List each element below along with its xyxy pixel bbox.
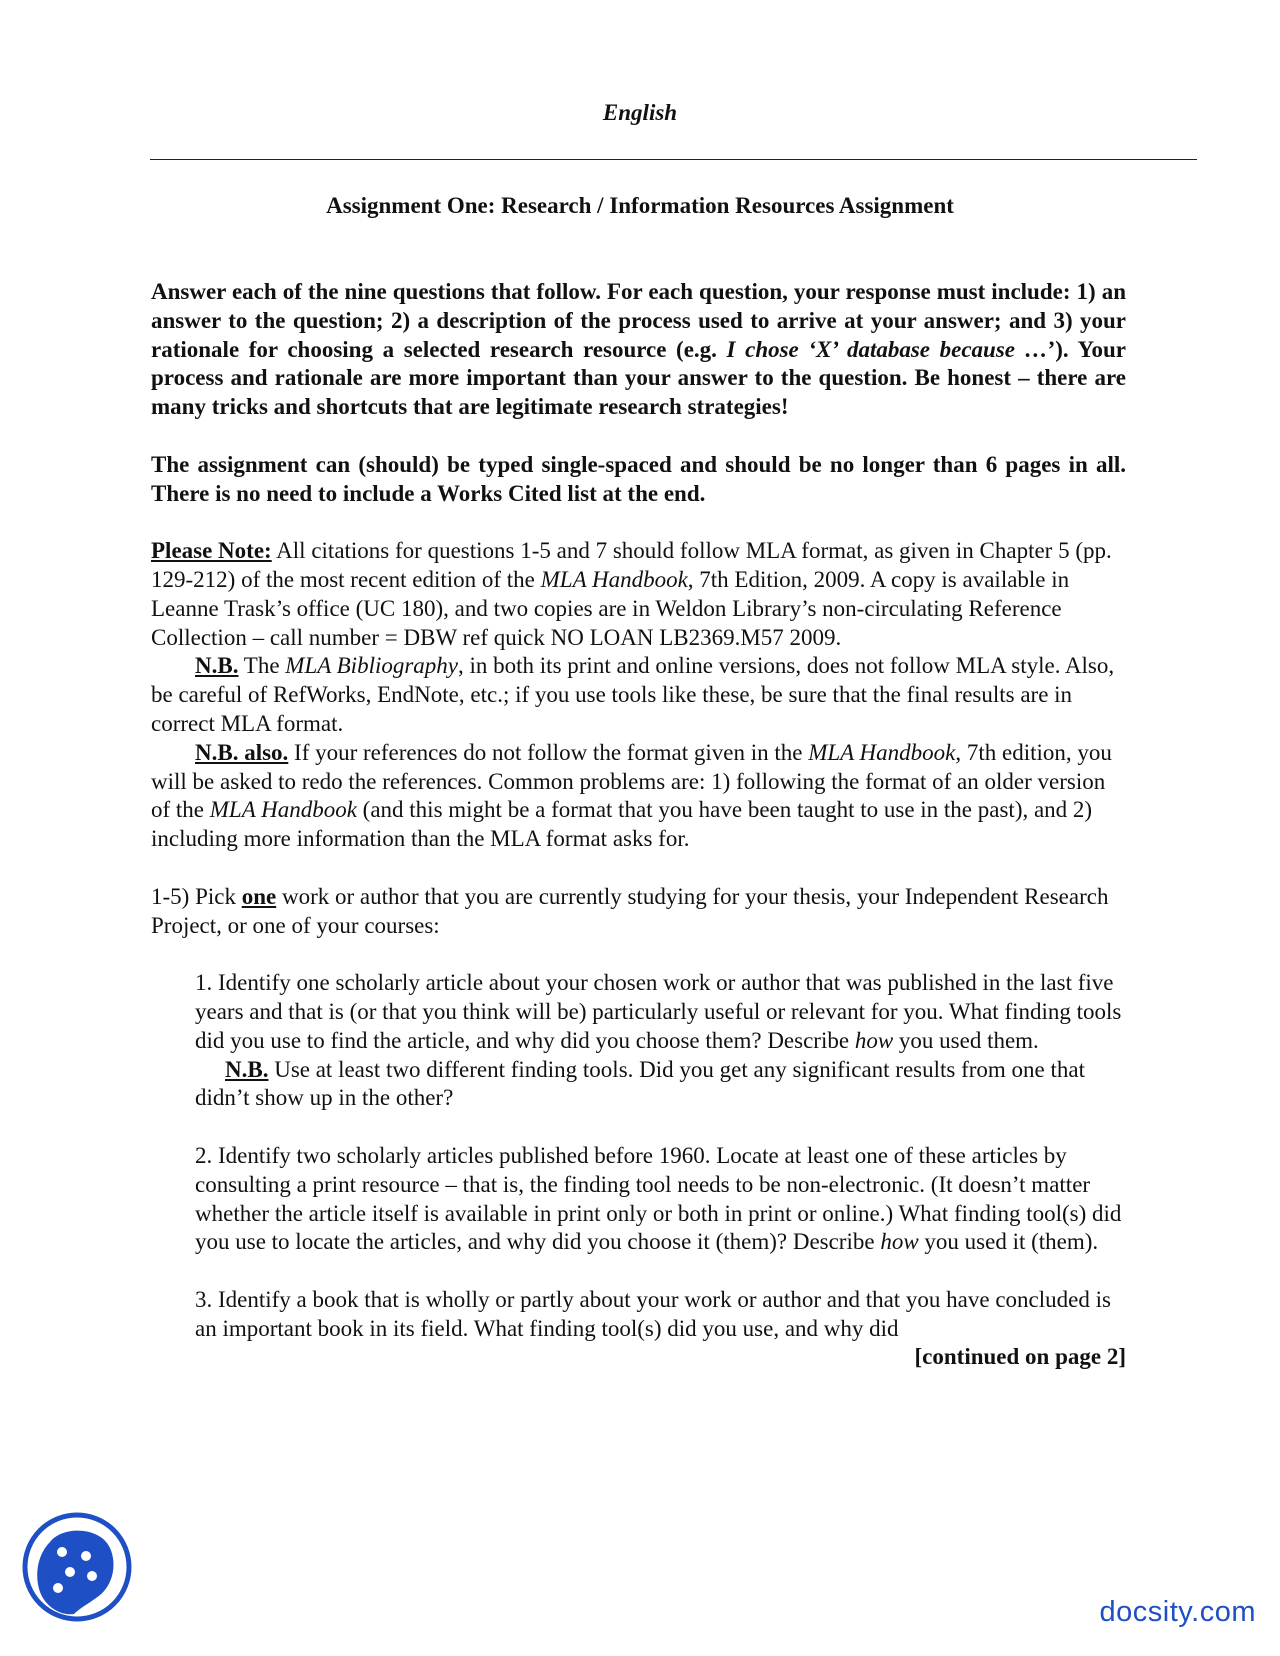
question-1: 1. Identify one scholarly article about your chosen work or author that was published in the last five years and that is (or that you think will be) particularly useful or relevant for you. What finding tools did you use to find the article, and why did you choose them? Describe how you used them. (195, 970, 1122, 1053)
docsity-logo-icon[interactable] (22, 1512, 132, 1622)
question-1-nb: N.B. Use at least two different finding tools. Did you get any significant results from one that didn’t show up in the other? (195, 1056, 1085, 1111)
question-2: 2. Identify two scholarly articles published before 1960. Locate at least one of these articles by consulting a print resource – that is, the finding tool needs to be non-electronic. (It doesn’t matter whether the article itself is available in print only or both in print or online.) What finding tool(s) did you use to locate the articles, and why did you choose it (them)? Describe how you used it (them). (195, 1142, 1122, 1255)
document-title: Assignment One: Research / Information Resources Assignment (326, 193, 954, 218)
page-header: English (602, 100, 678, 125)
intro-paragraph: Answer each of the nine questions that follow. For each question, your response must include: 1) an answer to the question; 2) a description of the process used to arrive at your answer; and 3) your rationale for choosing a selected research resource (e.g. I chose ‘X’ database because …’). Your process and rationale are more important than your answer to the question. Be honest – there are many tricks and shortcuts that are legitimate research strategies! (151, 279, 1126, 420)
please-note-paragraph: Please Note: All citations for questions 1-5 and 7 should follow MLA format, as given in Chapter 5 (pp. 129-212) of the most recent edition of the MLA Handbook, 7th Edition, 2009. A copy is available in Leanne Trask’s office (UC 180), and two copies are in Weldon Library’s non-circulating Reference Collection – call number = DBW ref quick NO LOAN LB2369.M57 2009. (151, 538, 1112, 650)
continued-note: [continued on page 2] (914, 1344, 1126, 1370)
nb-paragraph: N.B. The MLA Bibliography, in both its print and online versions, does not follow MLA style. Also, be careful of RefWorks, EndNote, etc.; if you use tools like these, be sure that the final results are in correct MLA format. (151, 653, 1115, 736)
nb-also-paragraph: N.B. also. If your references do not follow the format given in the MLA Handbook, 7th edition, you will be asked to redo the references. Common problems are: 1) following the format of an older version of the MLA Handbook (and this might be a format that you have been taught to use in the past), and 2) including more information than the MLA format asks for. (151, 739, 1112, 852)
document-body (151, 278, 1126, 1372)
brand-link[interactable]: docsity.com (1099, 1596, 1256, 1628)
header-rule (150, 159, 1197, 160)
question-3: 3. Identify a book that is wholly or partly about your work or author and that you have concluded is an important book in its field. What finding tool(s) did you use, and why did (195, 1286, 1111, 1341)
length-paragraph: The assignment can (should) be typed single-spaced and should be no longer than 6 pages in all. There is no need to include a Works Cited list at the end. (151, 451, 1126, 506)
question-list (151, 969, 1126, 1343)
pick-instruction: 1-5) Pick one work or author that you are currently studying for your thesis, your Independent Research Project, or one of your courses: (151, 883, 1109, 938)
